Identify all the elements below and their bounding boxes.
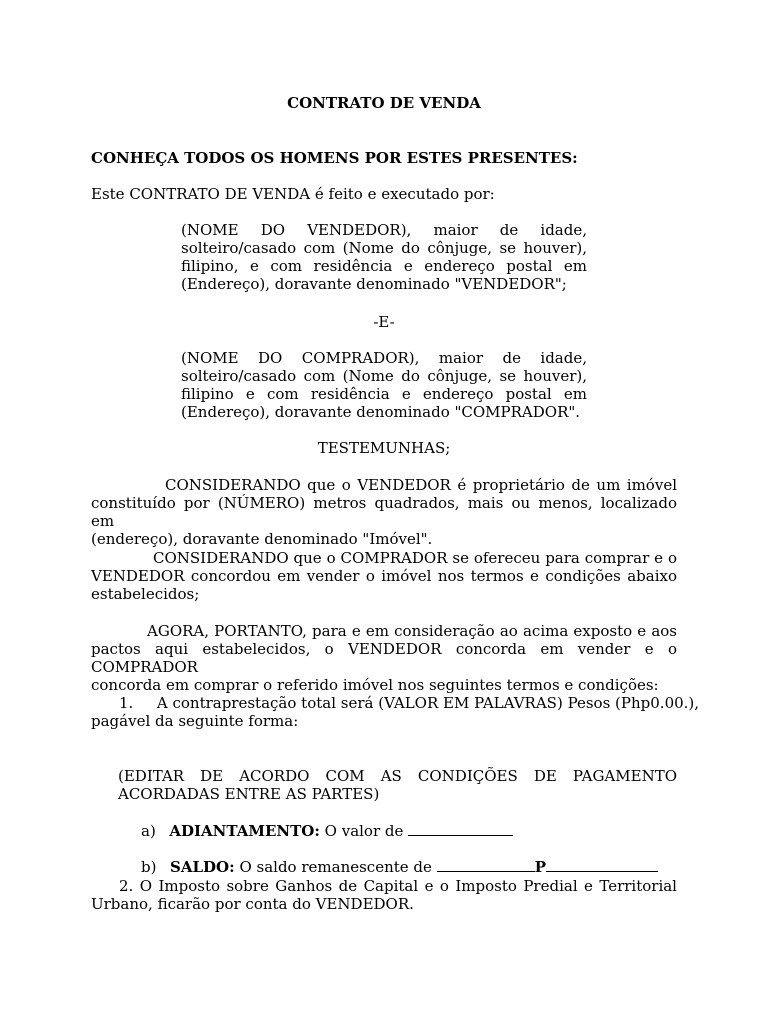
now-therefore-paragraph	[91, 622, 677, 694]
clause-1	[91, 694, 700, 730]
whereas-2-line: CONSIDERANDO que o COMPRADOR se ofereceu para comprar e o	[153, 549, 677, 567]
payment-item-balance	[141, 858, 658, 876]
whereas-paragraph-2	[91, 549, 677, 603]
buyer-line: filipino e com residência e endereço postal em	[181, 385, 587, 403]
buyer-line: solteiro/casado com (Nome do cônjuge, se houver),	[181, 367, 587, 385]
clause-2-text: O Imposto sobre Ganhos de Capital e o Imposto Predial e Territorial	[139, 877, 677, 895]
whereas-1-line: constituído por (NÚMERO) metros quadrados, mais ou menos, localizado em	[91, 494, 677, 530]
buyer-line: (NOME DO COMPRADOR), maior de idade,	[181, 349, 587, 367]
clause-2-line: Urbano, ficarão por conta do VENDEDOR.	[91, 895, 414, 913]
witnesses-heading: TESTEMUNHAS;	[317, 439, 451, 457]
now-therefore-line: concorda em comprar o referido imóvel nos seguintes termos e condições:	[91, 676, 659, 694]
buyer-block	[181, 349, 587, 421]
downpayment-blank[interactable]	[408, 822, 513, 836]
now-therefore-line: AGORA, PORTANTO, para e em consideração ao acima exposto e aos	[147, 622, 677, 640]
item-marker: a)	[141, 822, 156, 840]
payment-edit-note	[118, 767, 677, 803]
whereas-2-line: estabelecidos;	[91, 585, 200, 603]
peso-symbol: P	[534, 858, 546, 876]
clause-1-first-line	[91, 694, 700, 712]
now-therefore-line: pactos aqui estabelecidos, o VENDEDOR concorda em vender e o COMPRADOR	[91, 640, 677, 676]
balance-text: O saldo remanescente de	[239, 858, 432, 876]
whereas-1-line: CONSIDERANDO que o VENDEDOR é proprietário de um imóvel	[165, 476, 677, 494]
payment-item-downpayment	[141, 822, 513, 840]
seller-line: filipino, e com residência e endereço postal em	[181, 257, 587, 275]
whereas-paragraph-1	[91, 476, 677, 548]
clause-2-first-line	[91, 877, 677, 895]
seller-line: (NOME DO VENDEDOR), maior de idade,	[181, 221, 587, 239]
clause-2	[91, 877, 677, 913]
buyer-line: (Endereço), doravante denominado "COMPRADOR".	[181, 403, 581, 421]
document-title: CONTRATO DE VENDA	[287, 94, 481, 112]
balance-blank-amount[interactable]	[546, 858, 658, 872]
opening-heading: CONHEÇA TODOS OS HOMENS POR ESTES PRESENTES:	[91, 149, 578, 167]
intro-paragraph: Este CONTRATO DE VENDA é feito e executado por:	[91, 185, 495, 203]
whereas-1-line: (endereço), doravante denominado "Imóvel".	[91, 530, 433, 548]
clause-1-text: A contraprestação total será (VALOR EM PALAVRAS) Pesos (Php0.00.),	[156, 694, 700, 712]
and-separator: -E-	[373, 313, 395, 331]
clause-number: 2.	[119, 877, 134, 895]
edit-note-line: (EDITAR DE ACORDO COM AS CONDIÇÕES DE PAGAMENTO	[118, 767, 677, 785]
downpayment-text: O valor de	[324, 822, 404, 840]
seller-line: solteiro/casado com (Nome do cônjuge, se houver),	[181, 239, 587, 257]
edit-note-line: ACORDADAS ENTRE AS PARTES)	[118, 785, 380, 803]
whereas-2-line: VENDEDOR concordou em vender o imóvel nos termos e condições abaixo	[91, 567, 677, 585]
balance-blank-words[interactable]	[437, 858, 535, 872]
clause-number: 1.	[119, 694, 134, 712]
seller-line: (Endereço), doravante denominado "VENDEDOR";	[181, 275, 567, 293]
downpayment-label: ADIANTAMENTO:	[169, 822, 320, 840]
balance-label: SALDO:	[170, 858, 235, 876]
item-marker: b)	[141, 858, 157, 876]
clause-1-line: pagável da seguinte forma:	[91, 712, 299, 730]
seller-block	[181, 221, 587, 293]
